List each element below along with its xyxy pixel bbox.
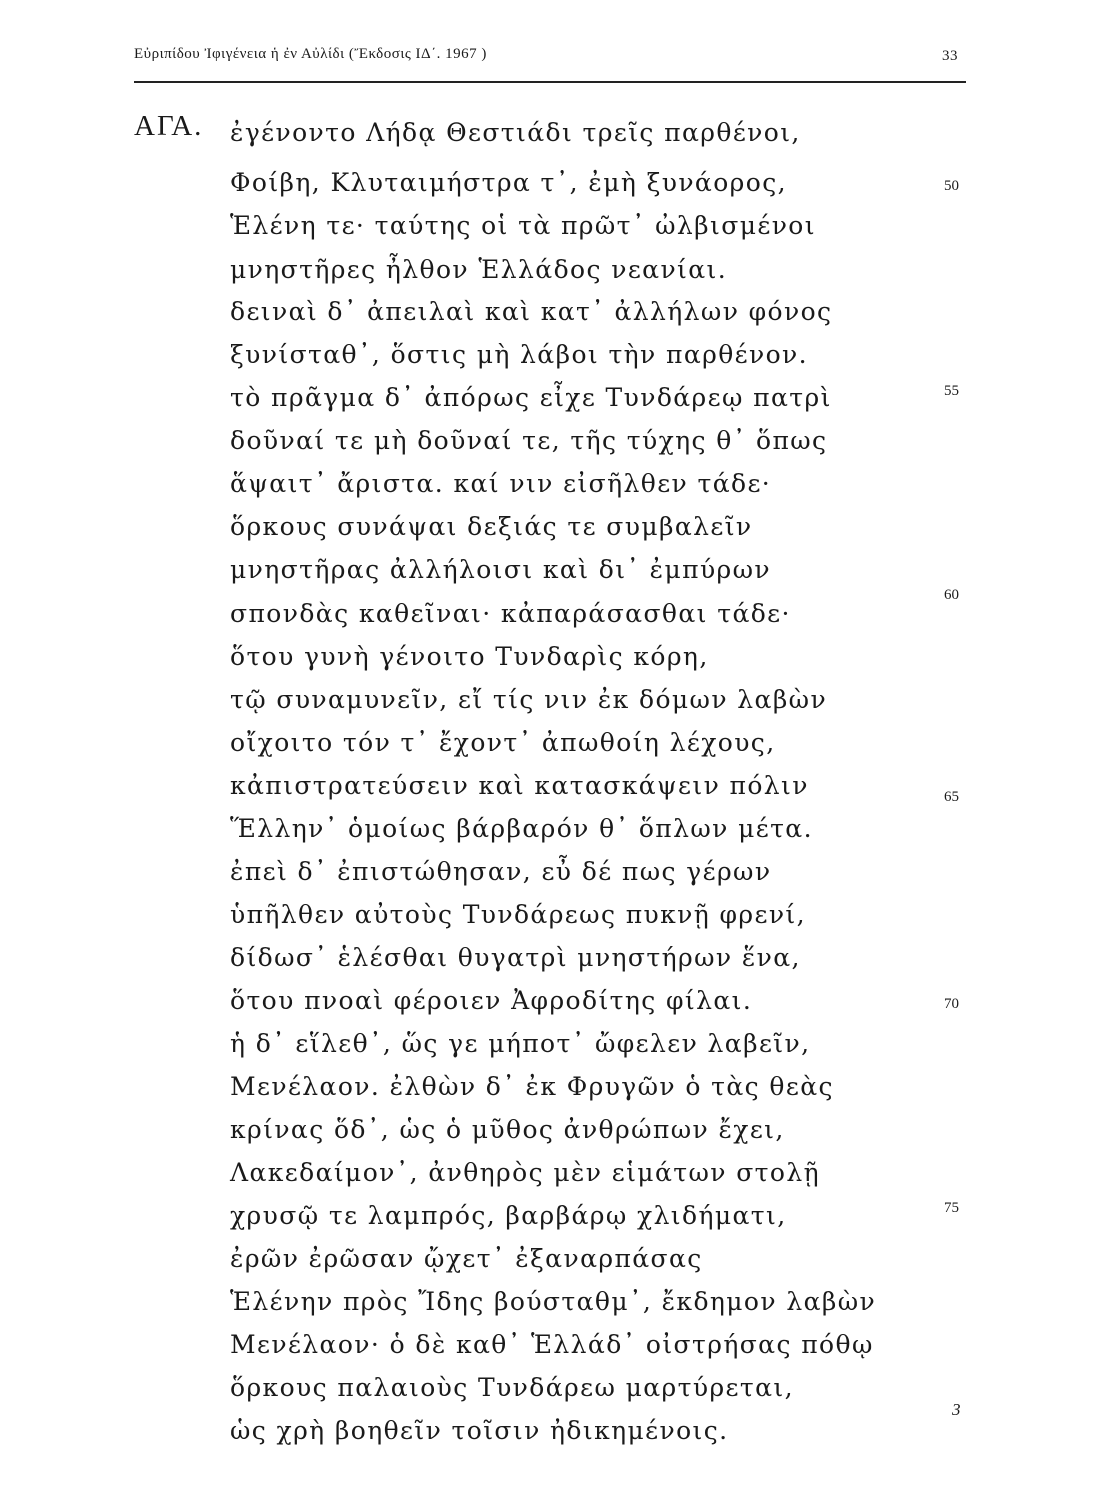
verse-line: μνηστῆρες ἦλθον Ἑλλάδος νεανίαι.	[230, 255, 728, 284]
verse-line: Ἑλένην πρὸς Ἴδης βούσταθμ᾿, ἔκδημον λαβὼν	[230, 1287, 877, 1316]
running-title: Εὐριπίδου Ἰφιγένεια ἡ ἐν Αὐλίδι (Ἔκδοσις ΙΔ΄. 1967 )	[134, 46, 487, 62]
verse-line: ἐγένοντο Λήδᾳ Θεστιάδι τρεῖς παρθένοι,	[230, 118, 801, 147]
line-number: 65	[944, 789, 959, 805]
verse-line: δίδωσ᾿ ἑλέσθαι θυγατρὶ μνηστήρων ἕνα,	[230, 943, 801, 972]
page-number: 33	[942, 48, 958, 64]
verse-line: σπονδὰς καθεῖναι· κἀπαράσασθαι τάδε·	[230, 599, 791, 628]
verse-line: ὅτου γυνὴ γένοιτο Τυνδαρὶς κόρη,	[230, 642, 709, 671]
verse-line: Λακεδαίμον᾿, ἀνθηρὸς μὲν εἱμάτων στολῇ	[230, 1158, 820, 1187]
verse-line: ὅρκους συνάψαι δεξιάς τε συμβαλεῖν	[230, 512, 753, 541]
line-number: 60	[944, 587, 959, 603]
line-number: 50	[944, 178, 959, 194]
verse-line: κρίνας ὅδ᾿, ὡς ὁ μῦθος ἀνθρώπων ἔχει,	[230, 1115, 785, 1144]
verse-line: Μενέλαον· ὁ δὲ καθ᾿ Ἑλλάδ᾿ οἰστρήσας πόθῳ	[230, 1330, 874, 1359]
verse-line: τὸ πρᾶγμα δ᾿ ἀπόρως εἶχε Τυνδάρεῳ πατρὶ	[230, 383, 832, 412]
verse-line: κἀπιστρατεύσειν καὶ κατασκάψειν πόλιν	[230, 771, 809, 800]
line-number: 70	[944, 996, 959, 1012]
verse-line: χρυσῷ τε λαμπρός, βαρβάρῳ χλιδήματι,	[230, 1201, 787, 1230]
signature-mark: 3	[952, 1400, 961, 1419]
verse-line: ἅψαιτ᾿ ἄριστα. καί νιν εἰσῆλθεν τάδε·	[230, 469, 772, 498]
verse-line: ἐπεὶ δ᾿ ἐπιστώθησαν, εὖ δέ πως γέρων	[230, 857, 772, 886]
verse-line: ὑπῆλθεν αὐτοὺς Τυνδάρεως πυκνῇ φρενί,	[230, 900, 806, 929]
verse-line: ξυνίσταθ᾿, ὅστις μὴ λάβοι τὴν παρθένον.	[230, 340, 809, 369]
header-rule	[134, 81, 966, 83]
verse-line: Ἑλένη τε· ταύτης οἱ τὰ πρῶτ᾿ ὠλβισμένοι	[230, 211, 816, 240]
line-number: 55	[944, 383, 959, 399]
verse-line: ὅτου πνοαὶ φέροιεν Ἀφροδίτης φίλαι.	[230, 986, 753, 1015]
speaker-label: ΑΓΑ.	[134, 110, 204, 142]
verse-line: Μενέλαον. ἐλθὼν δ᾿ ἐκ Φρυγῶν ὁ τὰς θεὰς	[230, 1072, 834, 1101]
verse-line: τῷ συναμυνεῖν, εἴ τίς νιν ἐκ δόμων λαβὼν	[230, 685, 828, 714]
verse-line: δοῦναί τε μὴ δοῦναί τε, τῆς τύχης θ᾿ ὅπως	[230, 426, 828, 455]
verse-line: μνηστῆρας ἀλλήλοισι καὶ δι᾿ ἐμπύρων	[230, 555, 772, 584]
verse-line: ὅρκους παλαιοὺς Τυνδάρεω μαρτύρεται,	[230, 1373, 794, 1402]
verse-line: ὡς χρὴ βοηθεῖν τοῖσιν ἠδικημένοις.	[230, 1416, 729, 1445]
line-number: 75	[944, 1200, 959, 1216]
verse-line: δειναὶ δ᾿ ἀπειλαὶ καὶ κατ᾿ ἀλλήλων φόνος	[230, 297, 833, 326]
verse-line: ἐρῶν ἐρῶσαν ᾤχετ᾿ ἐξαναρπάσας	[230, 1244, 703, 1273]
verse-line: Ἕλλην᾿ ὁμοίως βάρβαρόν θ᾿ ὅπλων μέτα.	[230, 814, 813, 843]
verse-line: οἴχοιτο τόν τ᾿ ἔχοντ᾿ ἀπωθοίη λέχους,	[230, 728, 776, 757]
running-header	[134, 38, 964, 70]
verse-line: ἡ δ᾿ εἵλεθ᾿, ὥς γε μήποτ᾿ ὤφελεν λαβεῖν,	[230, 1029, 811, 1058]
verse-line: Φοίβη, Κλυταιμήστρα τ᾿, ἐμὴ ξυνάορος,	[230, 168, 787, 197]
